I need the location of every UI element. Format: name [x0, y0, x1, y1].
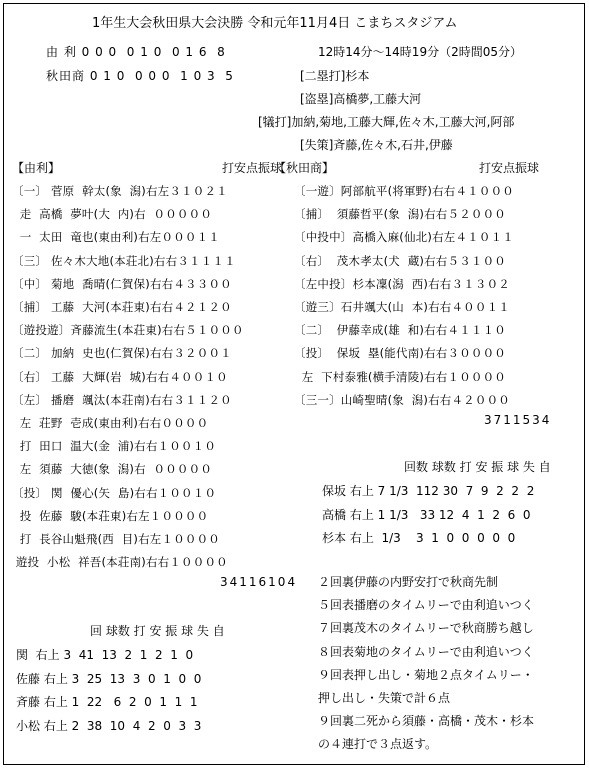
summary-line: ２回裏伊藤の内野安打で秋商先制 — [318, 575, 499, 589]
yuri-batter-row: 投 佐藤 駿(本荘東)右左１００００ — [12, 508, 209, 523]
yuri-batter-row: 走 高橋 夢叶(大 内)右 ０００００ — [12, 207, 213, 222]
yuri-batter-row: 〔一〕 菅原 幹太(象 潟)右左３１０２１ — [12, 184, 228, 198]
yuri-batter-row: 〔遊投遊〕斉藤流生(本荘東)右右５１０００ — [12, 323, 244, 338]
summary-line: ７回裏茂木のタイムリーで秋商勝ち越し — [318, 621, 534, 636]
yuri-batter-row: 〔右〕 工藤 大輝(岩 城)右右４００１０ — [12, 369, 228, 384]
yuri-pitching-header: 回 球数 打 安 振 球 失 自 — [90, 624, 225, 638]
yuri-batter-row: 〔三〕 佐々木大地(本荘北)右右３１１１１ — [12, 253, 236, 268]
note-steal: [盗塁]高橋夢,工藤大河 — [300, 92, 422, 106]
akita-pitching-header: 回数 球数 打 安 振 球 失 自 — [404, 460, 551, 474]
game-title: 1年生大会秋田県大会決勝 令和元年11月4日 こまちスタジアム — [92, 16, 458, 31]
yuri-batter-row: 打 田口 温大(金 浦)右右１００１０ — [12, 439, 217, 454]
note-sacrifice: [犠打]加納,菊地,工藤大輝,佐々木,工藤大河,阿部 — [258, 115, 515, 129]
akita-batter-row: 〔二〕 伊藤幸成(雄 和)右右４１１１０ — [294, 323, 506, 338]
akita-pitcher-row: 高橋 右上 1 1/3 33 12 4 1 2 6 0 — [322, 507, 531, 522]
akita-batter-row: 〔投〕 保坂 塁(能代南)右右３００００ — [294, 346, 506, 361]
summary-line: ９回裏二死から須藤・高橋・茂木・杉本 — [318, 714, 535, 729]
note-double: [二塁打]杉本 — [300, 69, 370, 83]
akita-batter-row: 〔遊三〕石井颯大(山 本)右右４００１１ — [294, 300, 510, 314]
akita-batter-row: 〔捕〕 須藤哲平(象 潟)右右５２０００ — [294, 207, 506, 222]
akita-batting-total: 3711534 — [484, 413, 552, 427]
batting-header-yuri: 打安点振球 — [222, 161, 283, 175]
yuri-batter-row: 一 太田 竜也(東由利)右左０００１１ — [12, 230, 221, 245]
yuri-batting-total: 34116104 — [220, 575, 298, 589]
akita-batter-row: 〔三一〕山崎聖晴(象 潟)右右４２０００ — [294, 392, 510, 407]
yuri-pitcher-row: 斉藤 右上 1 22 6 2 0 1 1 1 — [16, 695, 198, 709]
game-time: 12時14分～14時19分（2時間05分） — [318, 45, 522, 59]
akita-pitcher-row: 保坂 右上 7 1/3 112 30 7 9 2 2 2 — [322, 484, 535, 498]
summary-line: の４連打で３点返す。 — [318, 737, 438, 752]
akita-batter-row: 〔右〕 茂木孝太(犬 蔵)右右５３１００ — [294, 253, 506, 268]
akita-batter-row: 左 下村泰雅(横手清陵)右右１００００ — [294, 369, 506, 384]
yuri-batter-row: 〔中〕 菊地 喬晴(仁賀保)右右４３３００ — [12, 276, 232, 291]
summary-line: ８回表菊地のタイムリーで由利追いつく — [318, 644, 534, 659]
yuri-batter-row: 〔二〕 加納 史也(仁賀保)右右３２００１ — [12, 346, 232, 361]
linescore-yuri: 由 利 0 0 0 0 1 0 0 1 6 8 — [46, 45, 226, 59]
summary-line: ５回表播磨のタイムリーで由利追いつく — [318, 598, 534, 613]
yuri-pitcher-row: 関 右上 3 41 13 2 1 2 1 0 — [16, 648, 194, 662]
yuri-batter-row: 遊投 小松 祥吾(本荘南)右右１００００ — [12, 555, 228, 570]
linescore-akita: 秋田商 0 1 0 0 0 0 1 0 3 5 — [46, 69, 234, 83]
yuri-batter-row: 左 荘野 壱成(東由利)右右００００ — [12, 416, 209, 430]
yuri-pitcher-row: 小松 右上 2 38 10 4 2 0 3 3 — [16, 718, 202, 733]
yuri-batter-row: 〔捕〕 工藤 大河(本荘東)右右４２１２０ — [12, 300, 232, 314]
yuri-batter-row: 〔投〕 関 優心(矢 島)右右１００１０ — [12, 485, 217, 500]
akita-pitcher-row: 杉本 右上 1/3 3 1 0 0 0 0 0 — [322, 531, 516, 545]
team-label-akita: 【秋田商】 — [274, 161, 335, 175]
yuri-batter-row: 左 須藤 大徳(象 潟)右 ０００００ — [12, 462, 213, 477]
yuri-batter-row: 〔左〕 播磨 颯汰(本荘南)右右３１１２０ — [12, 392, 232, 407]
summary-line: 押し出し・失策で計６点 — [318, 691, 451, 705]
yuri-pitcher-row: 佐藤 右上 3 25 13 3 0 1 0 0 — [16, 671, 202, 686]
akita-batter-row: 〔中投中〕高橋入麻(仙北)右左４１０１１ — [294, 230, 514, 245]
yuri-batter-row: 打 長谷山魁飛(西 目)右左１００００ — [12, 532, 221, 546]
summary-line: ９回表押し出し・菊地２点タイムリー・ — [318, 667, 534, 682]
note-error: [失策]斉藤,佐々木,石井,伊藤 — [300, 138, 453, 152]
akita-batter-row: 〔一遊〕阿部航平(将軍野)右右４１０００ — [294, 184, 514, 198]
batting-header-akita: 打安点振球 — [479, 161, 540, 175]
akita-batter-row: 〔左中投〕杉本凜(潟 西)右右３１３０２ — [294, 276, 510, 291]
team-label-yuri: 【由利】 — [12, 161, 61, 175]
boxscore-sheet — [3, 3, 585, 765]
